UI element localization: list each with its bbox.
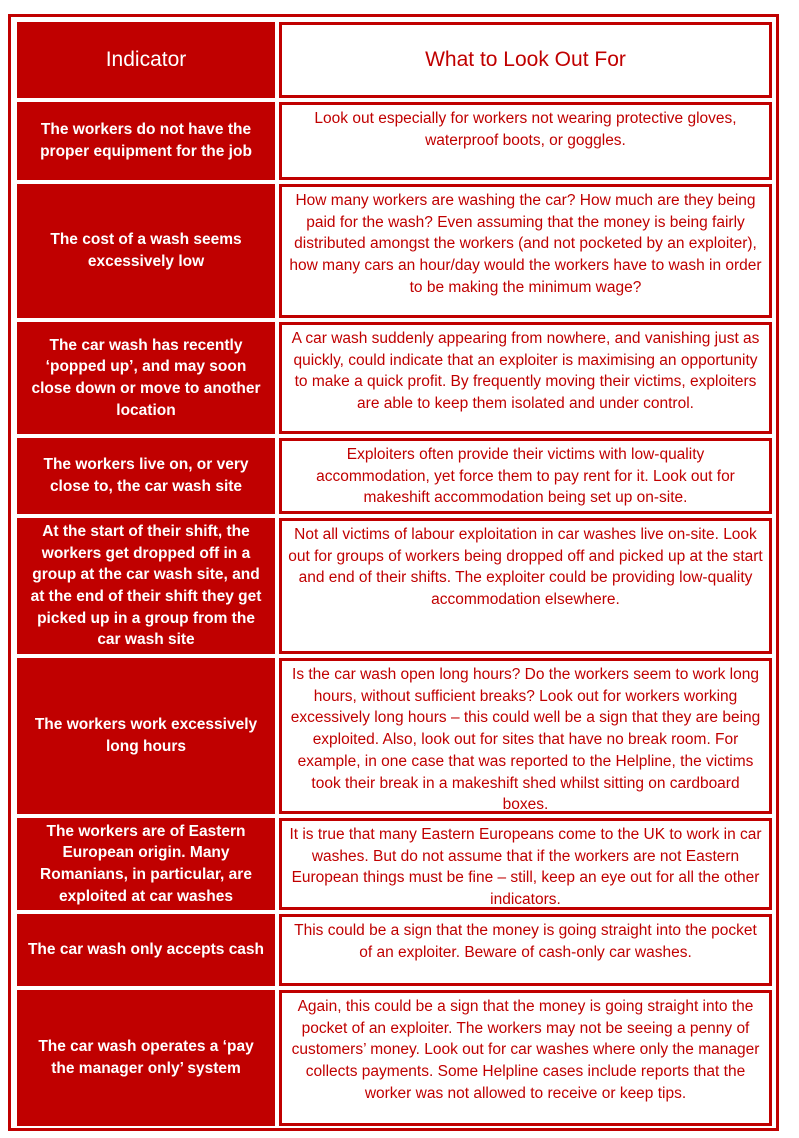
look-for-cell: It is true that many Eastern Europeans come to the UK to work in car washes. But do not assume that if the workers are not Eastern European things must be fine – still, keep an eye out for all the other indicators. bbox=[279, 818, 772, 910]
table-row bbox=[17, 184, 772, 318]
indicators-table bbox=[17, 22, 772, 1130]
indicator-cell: At the start of their shift, the workers get dropped off in a group at the car wash site, and at the end of their shift they get picked up in a group from the car wash site bbox=[17, 518, 275, 654]
look-for-cell: Look out especially for workers not wearing protective gloves, waterproof boots, or goggles. bbox=[279, 102, 772, 180]
indicator-cell: The workers do not have the proper equipment for the job bbox=[17, 102, 275, 180]
header-look-for: What to Look Out For bbox=[279, 22, 772, 98]
indicator-cell: The cost of a wash seems excessively low bbox=[17, 184, 275, 318]
table-row bbox=[17, 990, 772, 1126]
indicator-cell: The workers work excessively long hours bbox=[17, 658, 275, 814]
look-for-cell: Not all victims of labour exploitation in car washes live on-site. Look out for groups of workers being dropped off and picked up at the start and end of their shifts. The exploiter could be providing low-quality accommodation elsewhere. bbox=[279, 518, 772, 654]
indicator-cell: The car wash only accepts cash bbox=[17, 914, 275, 986]
look-for-cell: Exploiters often provide their victims with low-quality accommodation, yet force them to pay rent for it. Look out for makeshift accommodation being set up on-site. bbox=[279, 438, 772, 514]
header-indicator: Indicator bbox=[17, 22, 275, 98]
table-row bbox=[17, 438, 772, 514]
look-for-cell: A car wash suddenly appearing from nowhere, and vanishing just as quickly, could indicate that an exploiter is maximising an opportunity to make a quick profit. By frequently moving their victims, exploiters are able to keep them isolated and under control. bbox=[279, 322, 772, 434]
table-row bbox=[17, 518, 772, 654]
look-for-cell: Is the car wash open long hours? Do the workers seem to work long hours, without sufficient breaks? Look out for workers working excessively long hours – this could well be a sign that they are being exploited. Also, look out for sites that have no break room. For example, in one case that was reported to the Helpline, the victims took their break in a makeshift shed whilst sitting on cardboard boxes. bbox=[279, 658, 772, 814]
table-header-row bbox=[17, 22, 772, 98]
table-row bbox=[17, 102, 772, 180]
table-row bbox=[17, 322, 772, 434]
indicator-cell: The workers live on, or very close to, the car wash site bbox=[17, 438, 275, 514]
table-row bbox=[17, 914, 772, 986]
indicator-cell: The car wash operates a ‘pay the manager only’ system bbox=[17, 990, 275, 1126]
table-row bbox=[17, 818, 772, 910]
look-for-cell: How many workers are washing the car? How much are they being paid for the wash? Even assuming that the money is being fairly distributed amongst the workers (and not pocketed by an exploiter), how many cars an hour/day would the workers have to wash in order to be making the minimum wage? bbox=[279, 184, 772, 318]
indicator-cell: The car wash has recently ‘popped up’, and may soon close down or move to another location bbox=[17, 322, 275, 434]
indicator-cell: The workers are of Eastern European origin. Many Romanians, in particular, are exploited at car washes bbox=[17, 818, 275, 910]
look-for-cell: This could be a sign that the money is going straight into the pocket of an exploiter. Beware of cash-only car washes. bbox=[279, 914, 772, 986]
look-for-cell: Again, this could be a sign that the money is going straight into the pocket of an exploiter. The workers may not be seeing a penny of customers’ money. Look out for car washes where only the manager collects payments. Some Helpline cases include reports that the worker was not allowed to receive or keep tips. bbox=[279, 990, 772, 1126]
table-row bbox=[17, 658, 772, 814]
